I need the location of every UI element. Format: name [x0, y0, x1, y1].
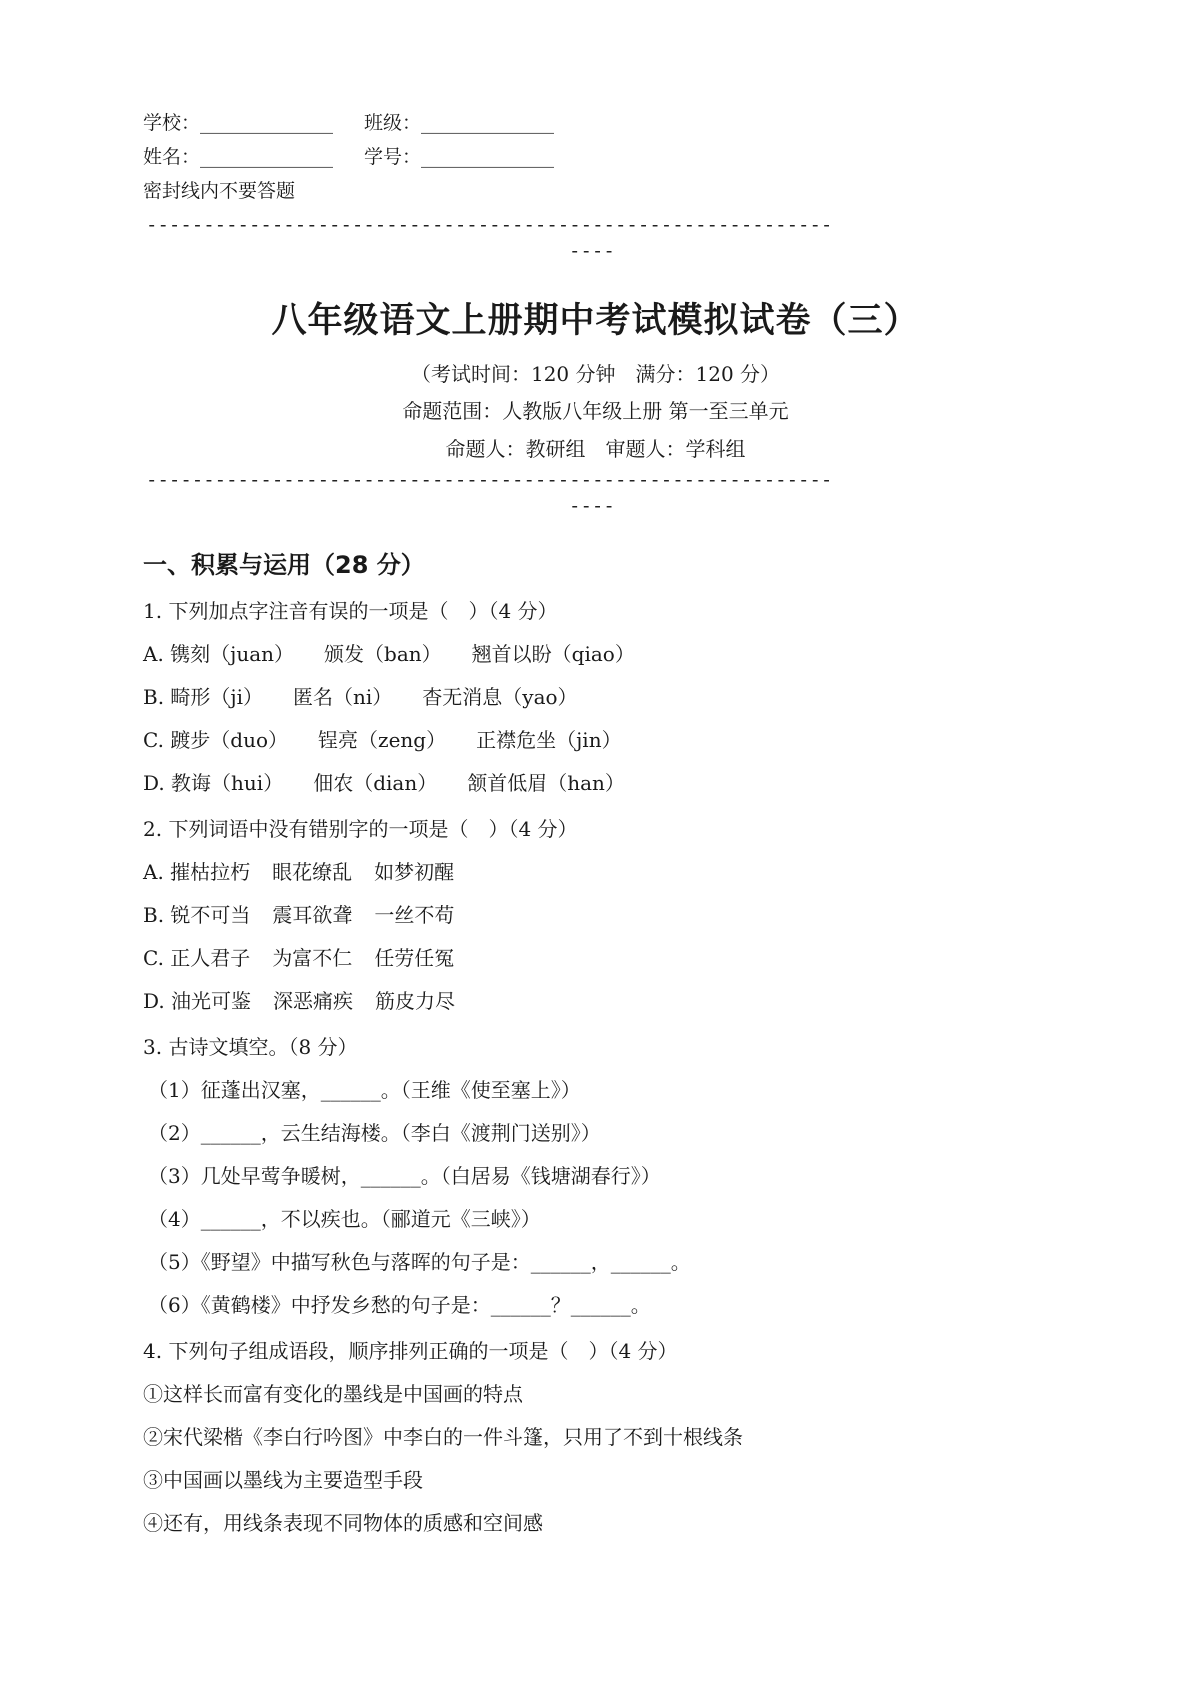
option-word: A. 摧枯拉朽	[143, 860, 251, 884]
question-1-option-b	[143, 681, 578, 710]
question-1-stem: 1. 下列加点字注音有误的一项是（ ）（4 分）	[143, 599, 558, 623]
question-3-item-6: （6）《黄鹤楼》中抒发乡愁的句子是：______？______。	[148, 1293, 651, 1317]
class-blank: ______________	[421, 112, 555, 134]
option-word: D. 教诲（hui）	[143, 771, 284, 795]
question-4-sentence-1: ①这样长而富有变化的墨线是中国画的特点	[143, 1382, 523, 1406]
page-title: 八年级语文上册期中考试模拟试卷（三）	[271, 301, 920, 341]
option-word: D. 油光可鉴	[143, 989, 252, 1013]
question-3-item-3: （3）几处早莺争暖树，______。（白居易《钱塘湖春行》）	[148, 1164, 661, 1188]
exam-authors: 命题人：教研组 审题人：学科组	[445, 437, 746, 461]
option-word: B. 锐不可当	[143, 903, 251, 927]
section-heading: 一、积累与运用（28 分）	[143, 551, 425, 579]
seal-note: 密封线内不要答题	[143, 180, 296, 202]
question-3-item-5: （5）《野望》中描写秋色与落晖的句子是：______，______。	[148, 1250, 691, 1274]
seal-dash-line-1: ------------------------------------------------------------	[146, 214, 833, 236]
question-1-option-a	[143, 638, 635, 667]
option-word: 为富不仁	[272, 946, 353, 970]
class-label: 班级：	[364, 112, 422, 134]
option-word: 匿名（ni）	[293, 685, 393, 709]
question-2-stem: 2. 下列词语中没有错别字的一项是（ ）（4 分）	[143, 817, 578, 841]
question-3-item-1: （1）征蓬出汉塞，______。（王维《使至塞上》）	[148, 1078, 581, 1102]
option-word: 一丝不苟	[374, 903, 455, 927]
question-2-option-c	[143, 942, 454, 971]
option-word: C. 踱步（duo）	[143, 728, 289, 752]
option-word: 眼花缭乱	[272, 860, 353, 884]
option-word: 颁发（ban）	[324, 642, 442, 666]
school-field	[143, 108, 333, 135]
question-2-option-a	[143, 856, 454, 885]
name-field	[143, 142, 333, 169]
option-word: 正襟危坐（jin）	[476, 728, 622, 752]
question-3-item-4: （4）______，不以疾也。（郦道元《三峡》）	[148, 1207, 541, 1231]
seal-dash-line-2: ----	[569, 240, 615, 262]
school-blank: ______________	[200, 112, 334, 134]
number-field	[364, 142, 554, 169]
question-2-option-b	[143, 899, 454, 928]
option-word: B. 畸形（ji）	[143, 685, 264, 709]
question-4-sentence-3: ③中国画以墨线为主要造型手段	[143, 1468, 423, 1492]
question-3-stem: 3. 古诗文填空。（8 分）	[143, 1035, 358, 1059]
option-word: 佃农（dian）	[313, 771, 438, 795]
question-4-sentence-2: ②宋代梁楷《李白行吟图》中李白的一件斗篷，只用了不到十根线条	[143, 1425, 743, 1449]
school-label: 学校：	[143, 112, 201, 134]
question-2-option-d	[143, 985, 455, 1014]
option-word: 筋皮力尽	[375, 989, 456, 1013]
question-1-option-c	[143, 724, 622, 753]
name-label: 姓名：	[143, 146, 201, 168]
question-3-item-2: （2）______，云生结海楼。（李白《渡荆门送别》）	[148, 1121, 601, 1145]
option-word: 深恶痛疾	[273, 989, 354, 1013]
class-field	[364, 108, 554, 135]
exam-scope: 命题范围：人教版八年级上册 第一至三单元	[402, 399, 789, 423]
option-word: 杳无消息（yao）	[422, 685, 578, 709]
option-word: 震耳欲聋	[272, 903, 353, 927]
question-4-stem: 4. 下列句子组成语段，顺序排列正确的一项是（ ）（4 分）	[143, 1339, 678, 1363]
divider-dash-line-1: ------------------------------------------------------------	[146, 469, 833, 491]
question-4-sentence-4: ④还有，用线条表现不同物体的质感和空间感	[143, 1511, 543, 1535]
name-blank: ______________	[200, 146, 334, 168]
number-blank: ______________	[421, 146, 555, 168]
number-label: 学号：	[364, 146, 422, 168]
option-word: 如梦初醒	[374, 860, 455, 884]
option-word: 锃亮（zeng）	[318, 728, 447, 752]
option-word: 颔首低眉（han）	[467, 771, 625, 795]
option-word: 翘首以盼（qiao）	[471, 642, 635, 666]
option-word: 任劳任冤	[374, 946, 455, 970]
option-word: A. 镌刻（juan）	[143, 642, 295, 666]
exam-time-score: （考试时间：120 分钟 满分：120 分）	[410, 362, 781, 386]
question-1-option-d	[143, 767, 625, 796]
option-word: C. 正人君子	[143, 946, 251, 970]
divider-dash-line-2: ----	[569, 495, 615, 517]
